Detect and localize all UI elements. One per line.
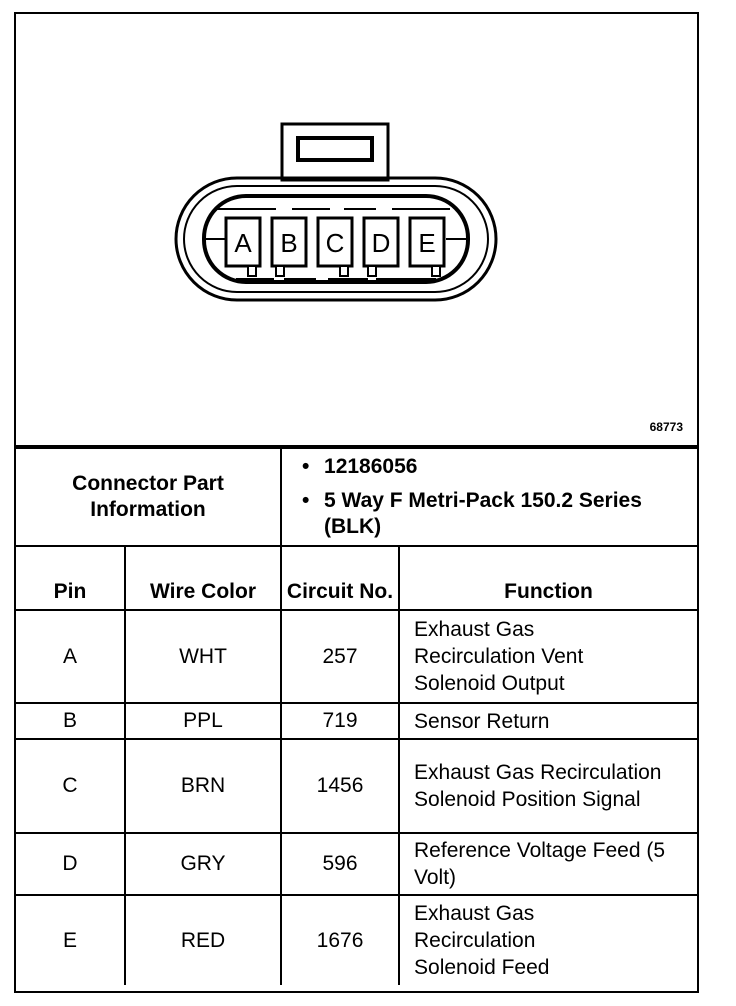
wire-color-cell: RED bbox=[125, 895, 281, 985]
connector-description: • 5 Way F Metri-Pack 150.2 Series (BLK) bbox=[324, 488, 697, 540]
figure-id: 68773 bbox=[649, 420, 683, 434]
circuit-no-cell: 596 bbox=[281, 833, 399, 895]
table-row bbox=[16, 610, 697, 703]
header-wire-color: Wire Color bbox=[125, 546, 281, 610]
circuit-no-cell: 719 bbox=[281, 703, 399, 739]
header-circuit-no: Circuit No. bbox=[281, 546, 399, 610]
wire-color-cell: WHT bbox=[125, 610, 281, 703]
connector-latch-slot bbox=[298, 138, 372, 160]
pin-cell: C bbox=[16, 739, 125, 833]
pin-label: A bbox=[234, 228, 252, 258]
table-row bbox=[16, 703, 697, 739]
header-pin: Pin bbox=[16, 546, 125, 610]
table-row bbox=[16, 895, 697, 985]
table-row bbox=[16, 833, 697, 895]
pin-cell: E bbox=[16, 895, 125, 985]
circuit-no-cell: 1676 bbox=[281, 895, 399, 985]
header-function: Function bbox=[399, 546, 697, 610]
wire-color-cell: PPL bbox=[125, 703, 281, 739]
pin-label: E bbox=[418, 228, 436, 258]
circuit-no-cell: 1456 bbox=[281, 739, 399, 833]
function-cell: Exhaust Gas Recirculation Solenoid Position Signal bbox=[399, 739, 697, 833]
connector-diagram bbox=[16, 14, 697, 447]
function-cell: Exhaust Gas Recirculation Solenoid Feed bbox=[399, 895, 697, 985]
pin-cell: B bbox=[16, 703, 125, 739]
connector-table bbox=[16, 447, 697, 985]
connector-info-label: Connector Part Information bbox=[16, 448, 281, 546]
connector-part-number: • 12186056 bbox=[324, 454, 697, 480]
pin-cell: D bbox=[16, 833, 125, 895]
function-cell: Exhaust Gas Recirculation Vent Solenoid Output bbox=[399, 610, 697, 703]
pin-label: C bbox=[325, 228, 345, 258]
function-cell: Sensor Return bbox=[399, 703, 697, 739]
pin-cavity-d bbox=[364, 218, 398, 276]
table-header-row bbox=[16, 546, 697, 610]
pin-cavity-e bbox=[410, 218, 444, 276]
connector-drawing bbox=[16, 14, 697, 445]
function-cell: Reference Voltage Feed (5 Volt) bbox=[399, 833, 697, 895]
pin-cavity-a bbox=[226, 218, 260, 276]
document-frame bbox=[14, 12, 699, 993]
pin-cell: A bbox=[16, 610, 125, 703]
wire-color-cell: BRN bbox=[125, 739, 281, 833]
connector-info-row bbox=[16, 448, 697, 546]
wire-color-cell: GRY bbox=[125, 833, 281, 895]
pin-label: B bbox=[280, 228, 298, 258]
pin-cavity-c bbox=[318, 218, 352, 276]
table-row bbox=[16, 739, 697, 833]
pin-label: D bbox=[371, 228, 391, 258]
circuit-no-cell: 257 bbox=[281, 610, 399, 703]
connector-info-list bbox=[281, 448, 697, 546]
pin-cavity-b bbox=[272, 218, 306, 276]
